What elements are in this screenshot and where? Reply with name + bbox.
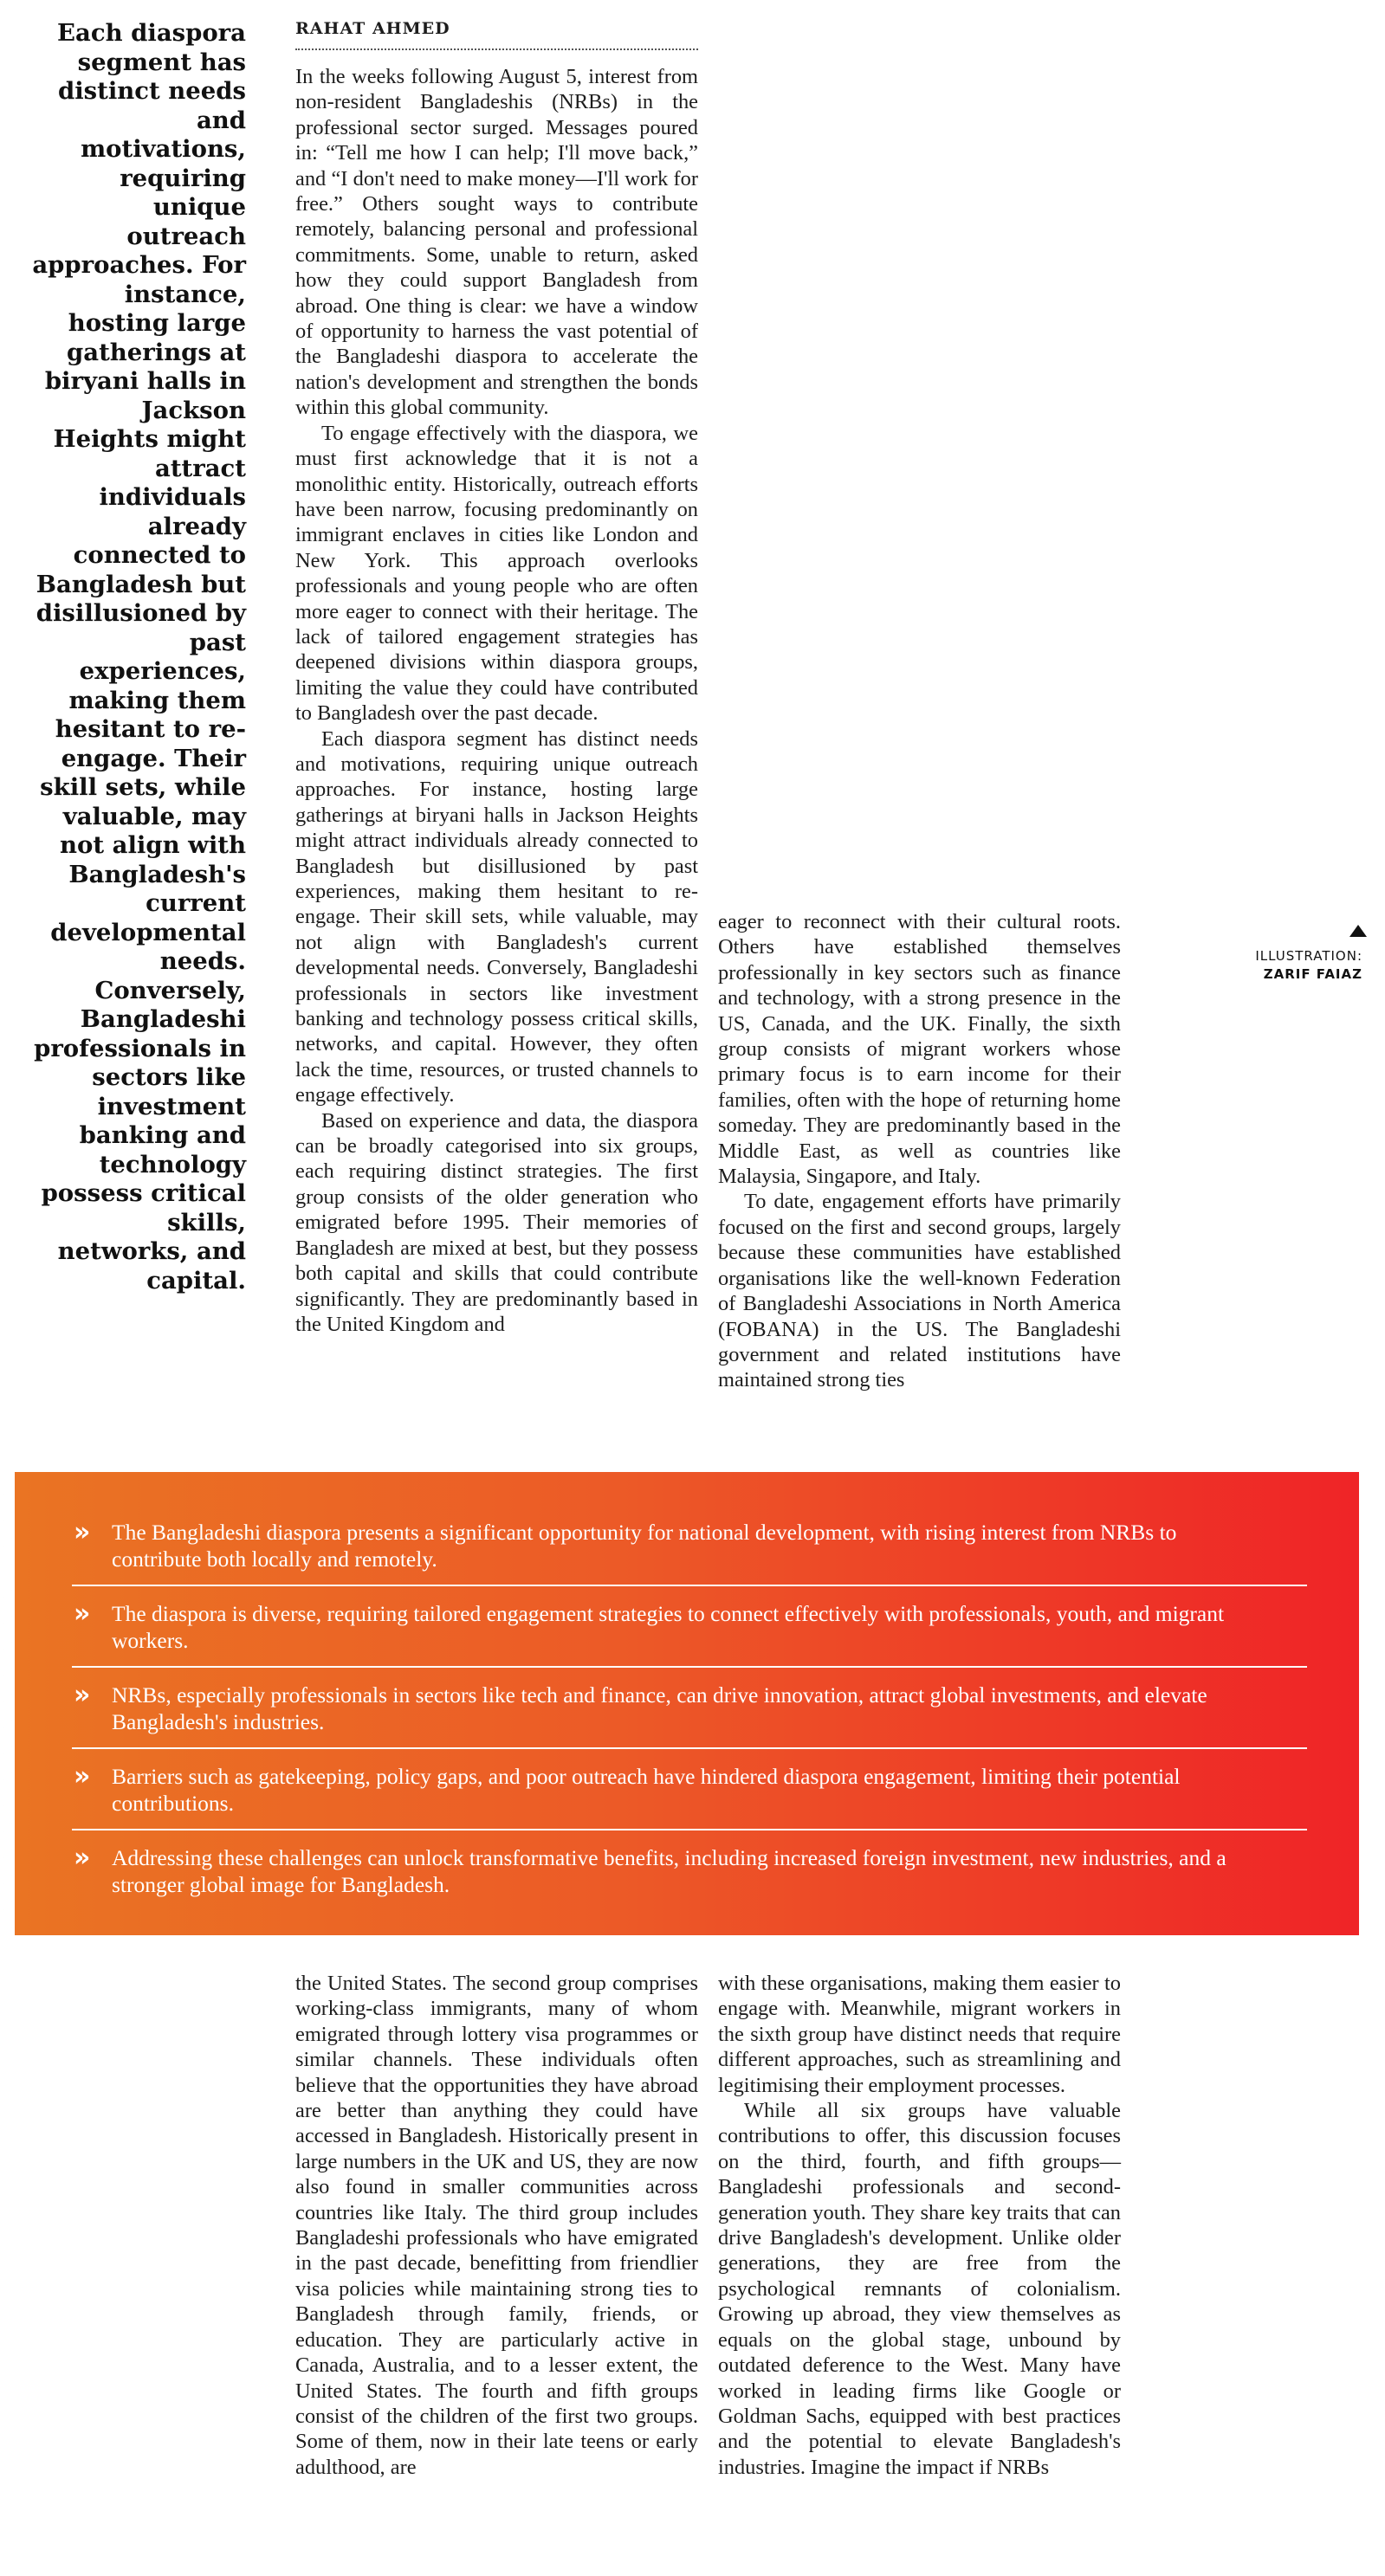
triangle-up-icon	[1349, 925, 1367, 937]
double-chevron-right-icon: »	[74, 1843, 91, 1873]
key-point	[72, 1844, 1307, 1910]
key-points-list	[72, 1519, 1328, 1924]
key-point	[72, 1682, 1307, 1749]
key-point-text: The Bangladeshi diaspora presents a significant opportunity for national development, with rising interest from NRBs to contribute both locally and remotely.	[112, 1520, 1177, 1572]
paragraph: To engage effectively with the diaspora, we must first acknowledge that it is not a monolithic entity. Historically, outreach efforts have been narrow, focusing predominantly on immigrant enclaves in cities like London and New York. This approach overlooks professionals and young people who are often more eager to connect with their heritage. The lack of tailored engagement strategies has deepened divisions within diaspora groups, limiting the value they could have contributed to Bangladesh over the past decade.	[295, 421, 698, 726]
paragraph: While all six groups have valuable contributions to offer, this discussion focuses on the third, fourth, and fifth groups—Bangladeshi professionals and second-generation youth. They share key traits that can drive Bangladesh's development. Unlike older generations, they are free from the psychological remnants of colonialism. Growing up abroad, they view themselves as equals on the global stage, unbound by outdated deference to the West. Many have worked in leading firms like Google or Goldman Sachs, equipped with best practices and the potential to elevate Bangladesh's industries. Imagine the impact if NRBs	[718, 2099, 1121, 2479]
paragraph: To date, engagement efforts have primarily focused on the first and second groups, largely because these communities have established organisations like the well-known Federation of Bangladeshi Associations in North America (FOBANA) in the US. The Bangladeshi government and related institutions have maintained strong ties	[718, 1190, 1121, 1392]
byline: RAHAT AHMED	[295, 19, 698, 50]
paragraph: eager to reconnect with their cultural roots. Others have established themselves professionally in key sectors such as finance and technology, with a strong presence in the US, Canada, and the UK. Finally, the sixth group consists of migrant workers whose primary focus is to earn income for their families, often with the hope of returning home someday. They are predominantly based in the Middle East, as well as countries like Malaysia, Singapore, and Italy.	[718, 910, 1121, 1189]
key-point	[72, 1600, 1307, 1668]
double-chevron-right-icon: »	[74, 1598, 91, 1629]
key-points-banner	[15, 1472, 1359, 1935]
paragraph: Each diaspora segment has distinct needs and motivations, requiring unique outreach approaches. For instance, hosting large gatherings at biryani halls in Jackson Heights might attract individuals already connected to Bangladesh but disillusioned by past experiences, making them hesitant to re-engage. Their skill sets, while valuable, may not align with Bangladesh's current developmental needs. Conversely, Bangladeshi professionals in sectors like investment banking and technology possess critical skills, networks, and capital. However, they often lack the time, resources, or trusted channels to engage effectively.	[295, 726, 698, 1107]
paragraph: with these organisations, making them easier to engage with. Meanwhile, migrant workers in the sixth group have distinct needs that require different approaches, such as streamlining and legitimising their employment processes.	[718, 1972, 1121, 2097]
pull-quote: Each diaspora segment has distinct needs and motivations, requiring unique outreach approaches. For instance, hosting large gatherings at biryani halls in Jackson Heights might attract individuals already connected to Bangladesh but disillusioned by past experiences, making them hesitant to re-engage. Their skill sets, while valuable, may not align with Bangladesh's current developmental needs. Conversely, Bangladeshi professionals in sectors like investment banking and technology possess critical skills, networks, and capital.	[32, 19, 246, 1294]
key-point-text: Addressing these challenges can unlock transformative benefits, including increased foreign investment, new industries, and a stronger global image for Bangladesh.	[112, 1845, 1226, 1897]
illustration-credit	[1255, 947, 1362, 984]
perforated-edge-left	[3, 1472, 27, 1935]
key-point	[72, 1763, 1307, 1830]
credit-name: ZARIF FAIAZ	[1263, 966, 1362, 982]
key-point	[72, 1519, 1307, 1586]
perforated-edge-right	[1347, 1472, 1371, 1935]
article-column-1	[295, 64, 698, 1449]
paragraph: the United States. The second group comprises working-class immigrants, many of whom emigrated through lottery visa programmes or similar channels. These individuals often believe that the opportunities they have abroad are better than anything they could have accessed in Bangladesh. Historically present in large numbers in the UK and US, they are now also found in smaller communities across countries like Italy. The third group includes Bangladeshi professionals who have emigrated in the past decade, benefitting from friendlier visa policies while maintaining strong ties to Bangladesh through family, friends, or education. They are particularly active in Canada, Australia, and to a lesser extent, the United States. The fourth and fifth groups consist of the children of the first two groups. Some of them, now in their late teens or early adulthood, are	[295, 1972, 698, 2479]
double-chevron-right-icon: »	[74, 1761, 91, 1792]
double-chevron-right-icon: »	[74, 1517, 91, 1547]
credit-label: ILLUSTRATION:	[1255, 948, 1362, 964]
article-column-3	[295, 1971, 698, 2560]
key-point-text: NRBs, especially professionals in sectors like tech and finance, can drive innovation, attract global investments, and elevate Bangladesh's industries.	[112, 1682, 1207, 1734]
double-chevron-right-icon: »	[74, 1680, 91, 1710]
paragraph: Based on experience and data, the diaspora can be broadly categorised into six groups, each requiring distinct strategies. The first group consists of the older generation who emigrated before 1995. Their memories of Bangladesh are mixed at best, but they possess both capital and skills that could contribute significantly. They are predominantly based in the United Kingdom and	[295, 1108, 698, 1336]
paragraph: In the weeks following August 5, interest from non-resident Bangladeshis (NRBs) in the professional sector surged. Messages poured in: “Tell me how I can help; I'll move back,” and “I don't need to make money—I'll work for free.” Others sought ways to contribute remotely, balancing personal and professional commitments. Some, unable to return, asked how they could support Bangladesh from abroad. One thing is clear: we have a window of opportunity to harness the vast potential of the Bangladeshi diaspora to accelerate the nation's development and strengthen the bonds within this global community.	[295, 65, 698, 420]
article-column-2	[718, 909, 1121, 1449]
key-point-text: The diaspora is diverse, requiring tailored engagement strategies to connect effectively with professionals, youth, and migrant workers.	[112, 1601, 1225, 1653]
key-point-text: Barriers such as gatekeeping, policy gaps, and poor outreach have hindered diaspora engagement, limiting their potential contributions.	[112, 1764, 1181, 1816]
article-column-4	[718, 1971, 1121, 2560]
